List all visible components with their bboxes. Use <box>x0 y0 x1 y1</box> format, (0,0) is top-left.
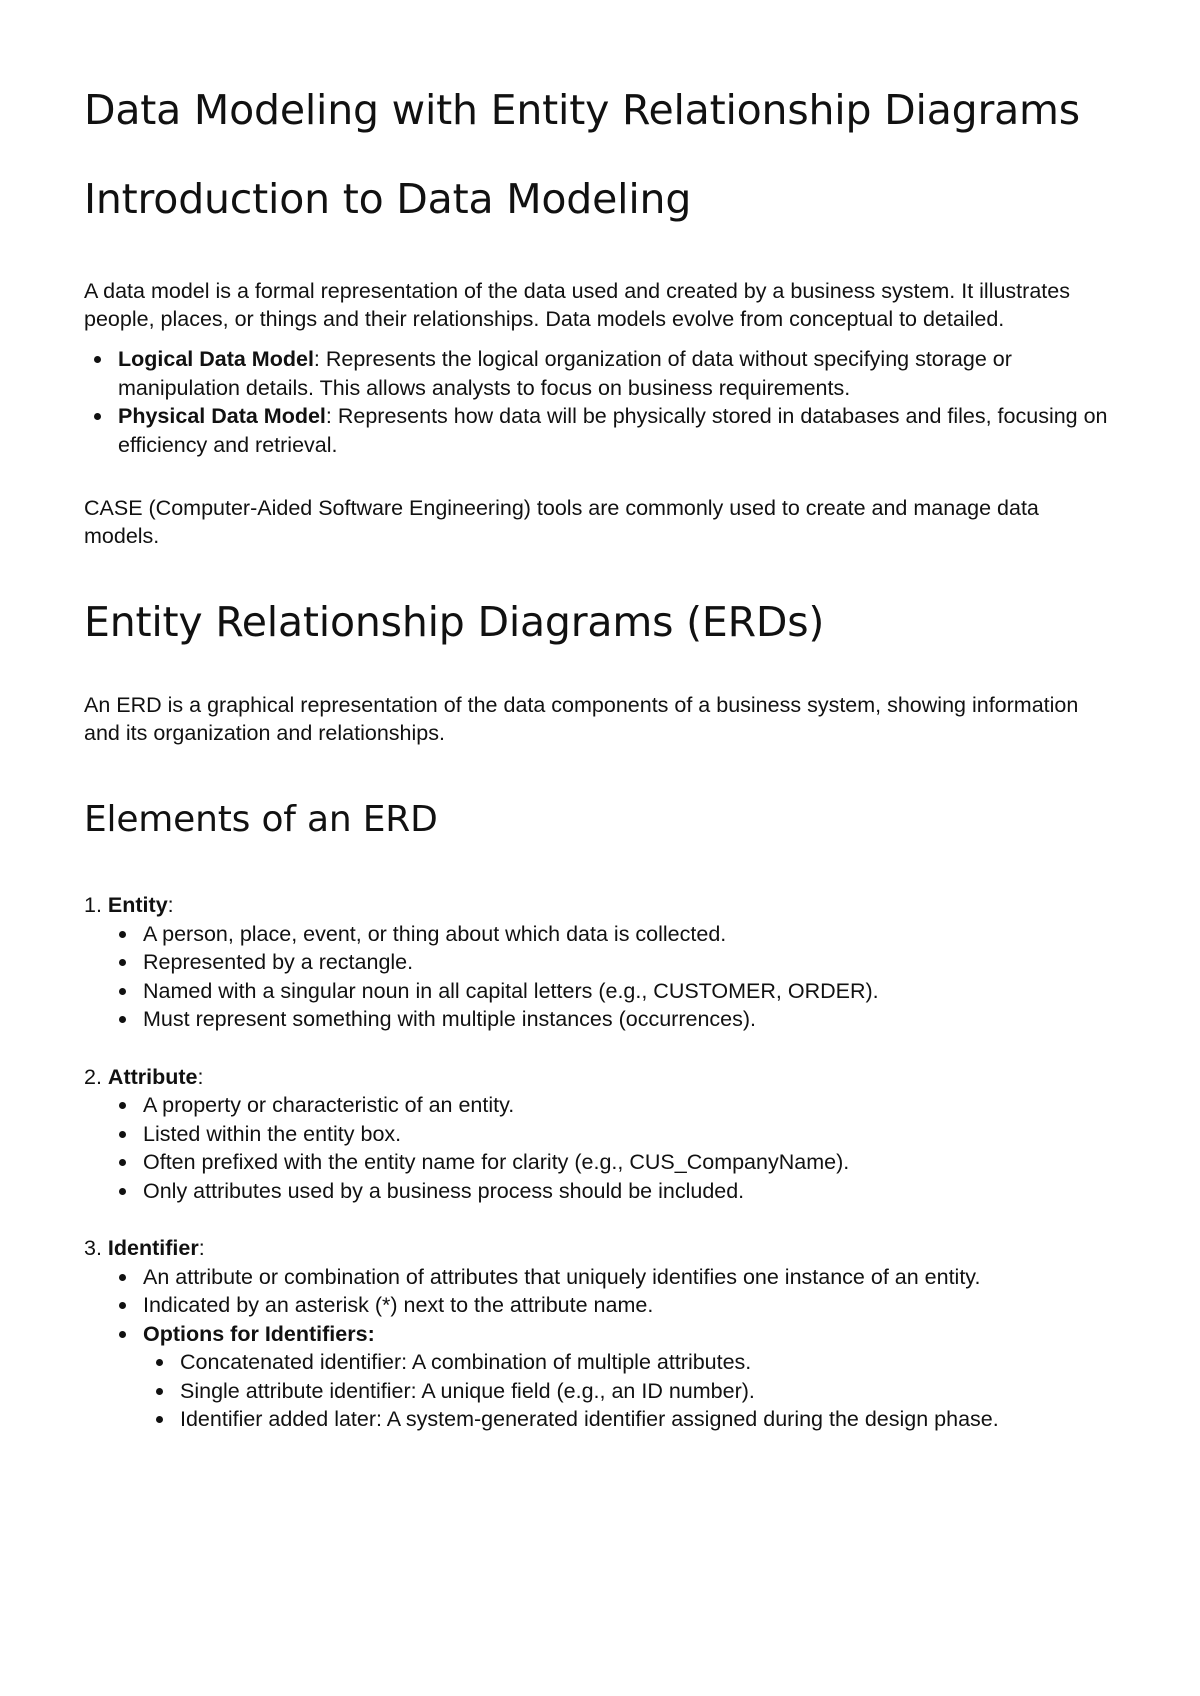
list-item: Represented by a rectangle. <box>143 948 1116 977</box>
data-model-types-list <box>84 345 1116 459</box>
list-item: Named with a singular noun in all capital letters (e.g., CUSTOMER, ORDER). <box>143 977 1116 1006</box>
document-title: Data Modeling with Entity Relationship Diagrams <box>84 86 1080 134</box>
identifier-points-list <box>84 1263 1116 1434</box>
list-item: Often prefixed with the entity name for clarity (e.g., CUS_CompanyName). <box>143 1148 1116 1177</box>
description-physical-data-model: : Represents how data will be physically stored in databases and files, focusing on efficiency and retrieval. <box>118 404 1108 457</box>
list-item-identifier-options <box>143 1320 1116 1434</box>
description-logical-data-model: : Represents the logical organization of data without specifying storage or manipulation details. This allows analysts to focus on business requirements. <box>118 347 1012 400</box>
element-identifier-heading <box>84 1234 1116 1263</box>
element-colon: : <box>197 1064 204 1089</box>
element-identifier <box>84 1234 1116 1434</box>
list-item: A person, place, event, or thing about which data is collected. <box>143 920 1116 949</box>
list-item: Indicated by an asterisk (*) next to the attribute name. <box>143 1291 1116 1320</box>
list-item-logical-data-model <box>118 345 1116 402</box>
element-number: 1. <box>84 893 102 917</box>
paragraph-data-model-definition: A data model is a formal representation of the data used and created by a business system. It illustrates people, places, or things and their relationships. Data models evolve from conceptual to detailed. <box>84 279 1070 331</box>
options-colon: : <box>367 1321 375 1346</box>
entity-points-list <box>84 920 1116 1034</box>
element-number: 3. <box>84 1236 102 1260</box>
list-item: Concatenated identifier: A combination of multiple attributes. <box>180 1348 1116 1377</box>
identifier-options-list <box>143 1348 1116 1434</box>
element-attribute <box>84 1063 1116 1206</box>
list-item: Must represent something with multiple instances (occurrences). <box>143 1005 1116 1034</box>
heading-elements-of-erd: Elements of an ERD <box>84 799 438 840</box>
list-item: Identifier added later: A system-generated identifier assigned during the design phase. <box>180 1405 1116 1434</box>
list-item: Listed within the entity box. <box>143 1120 1116 1149</box>
list-item-physical-data-model <box>118 402 1116 459</box>
attribute-points-list <box>84 1091 1116 1205</box>
term-logical-data-model: Logical Data Model <box>118 347 314 371</box>
element-number: 2. <box>84 1064 102 1089</box>
paragraph-case-tools: CASE (Computer-Aided Software Engineering) tools are commonly used to create and manage data models. <box>84 496 1039 548</box>
heading-introduction: Introduction to Data Modeling <box>84 175 692 223</box>
element-attribute-heading <box>84 1063 1116 1092</box>
element-colon: : <box>198 1236 205 1260</box>
list-item: An attribute or combination of attributes that uniquely identifies one instance of an entity. <box>143 1263 1116 1292</box>
term-physical-data-model: Physical Data Model <box>118 404 326 428</box>
element-entity <box>84 891 1116 1034</box>
list-item: Single attribute identifier: A unique field (e.g., an ID number). <box>180 1377 1116 1406</box>
element-colon: : <box>167 893 174 917</box>
list-item: Only attributes used by a business process should be included. <box>143 1177 1116 1206</box>
element-name-entity: Entity <box>107 893 168 917</box>
element-name-attribute: Attribute <box>107 1064 198 1089</box>
list-item: A property or characteristic of an entity. <box>143 1091 1116 1120</box>
options-for-identifiers-label: Options for Identifiers <box>143 1321 368 1346</box>
element-entity-heading <box>84 891 1116 920</box>
paragraph-erd-definition: An ERD is a graphical representation of the data components of a business system, showing information and its organization and relationships. <box>84 693 1079 745</box>
heading-erds: Entity Relationship Diagrams (ERDs) <box>84 598 825 646</box>
element-name-identifier: Identifier <box>107 1236 199 1260</box>
